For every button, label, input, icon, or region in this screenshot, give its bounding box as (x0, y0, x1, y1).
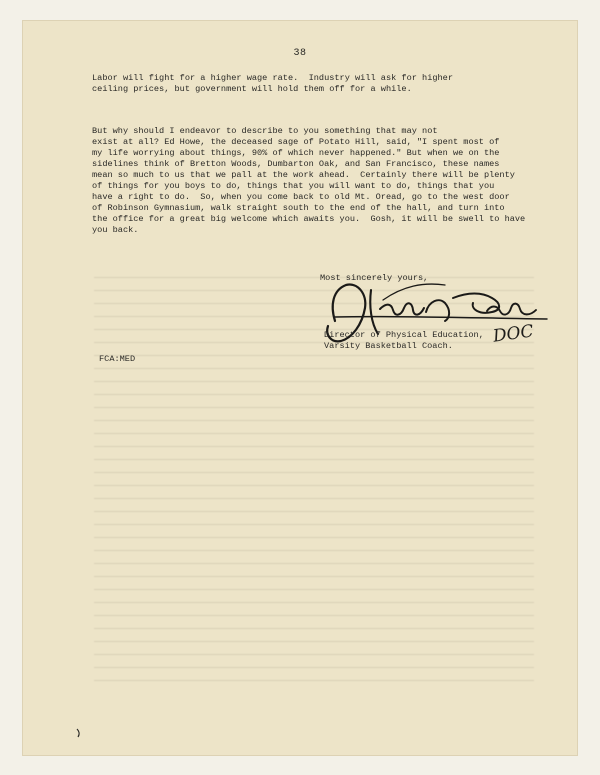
letter-page (22, 20, 578, 756)
body-paragraph-1: Labor will fight for a higher wage rate. Industry will ask for higher ceiling prices, but government will hold them off for a while. (92, 73, 453, 94)
page-number: 38 (293, 48, 307, 59)
closing-line: Most sincerely yours, (320, 273, 429, 283)
handwritten-doc-mark: DOC (491, 321, 535, 347)
signer-title (324, 330, 484, 352)
reference-initials: FCA:MED (99, 354, 136, 364)
signer-title-line-2: Varsity Basketball Coach. (324, 341, 453, 351)
margin-mark (76, 728, 82, 738)
body-paragraph-2: But why should I endeavor to describe to you something that may not exist at all? Ed Howe, the deceased sage of Potato Hill, said, "I spent most of my life worrying about things, 90% of which never happened." But when we on the sidelines think of Bretton Woods, Dumbarton Oak, and San Francisco, these names mean so much to us that we pall at the work ahead. Certainly there will be plenty of things for you boys to do, things that you will want to do, things that you have a right to do. So, when you come back to old Mt. Oread, go to the west door of Robinson Gymnasium, walk straight south to the end of the hall, and turn into the office for a great big welcome which awaits you. Gosh, it will be swell to have you back. (92, 126, 526, 235)
signer-title-line-1: Director of Physical Education, (324, 330, 484, 340)
